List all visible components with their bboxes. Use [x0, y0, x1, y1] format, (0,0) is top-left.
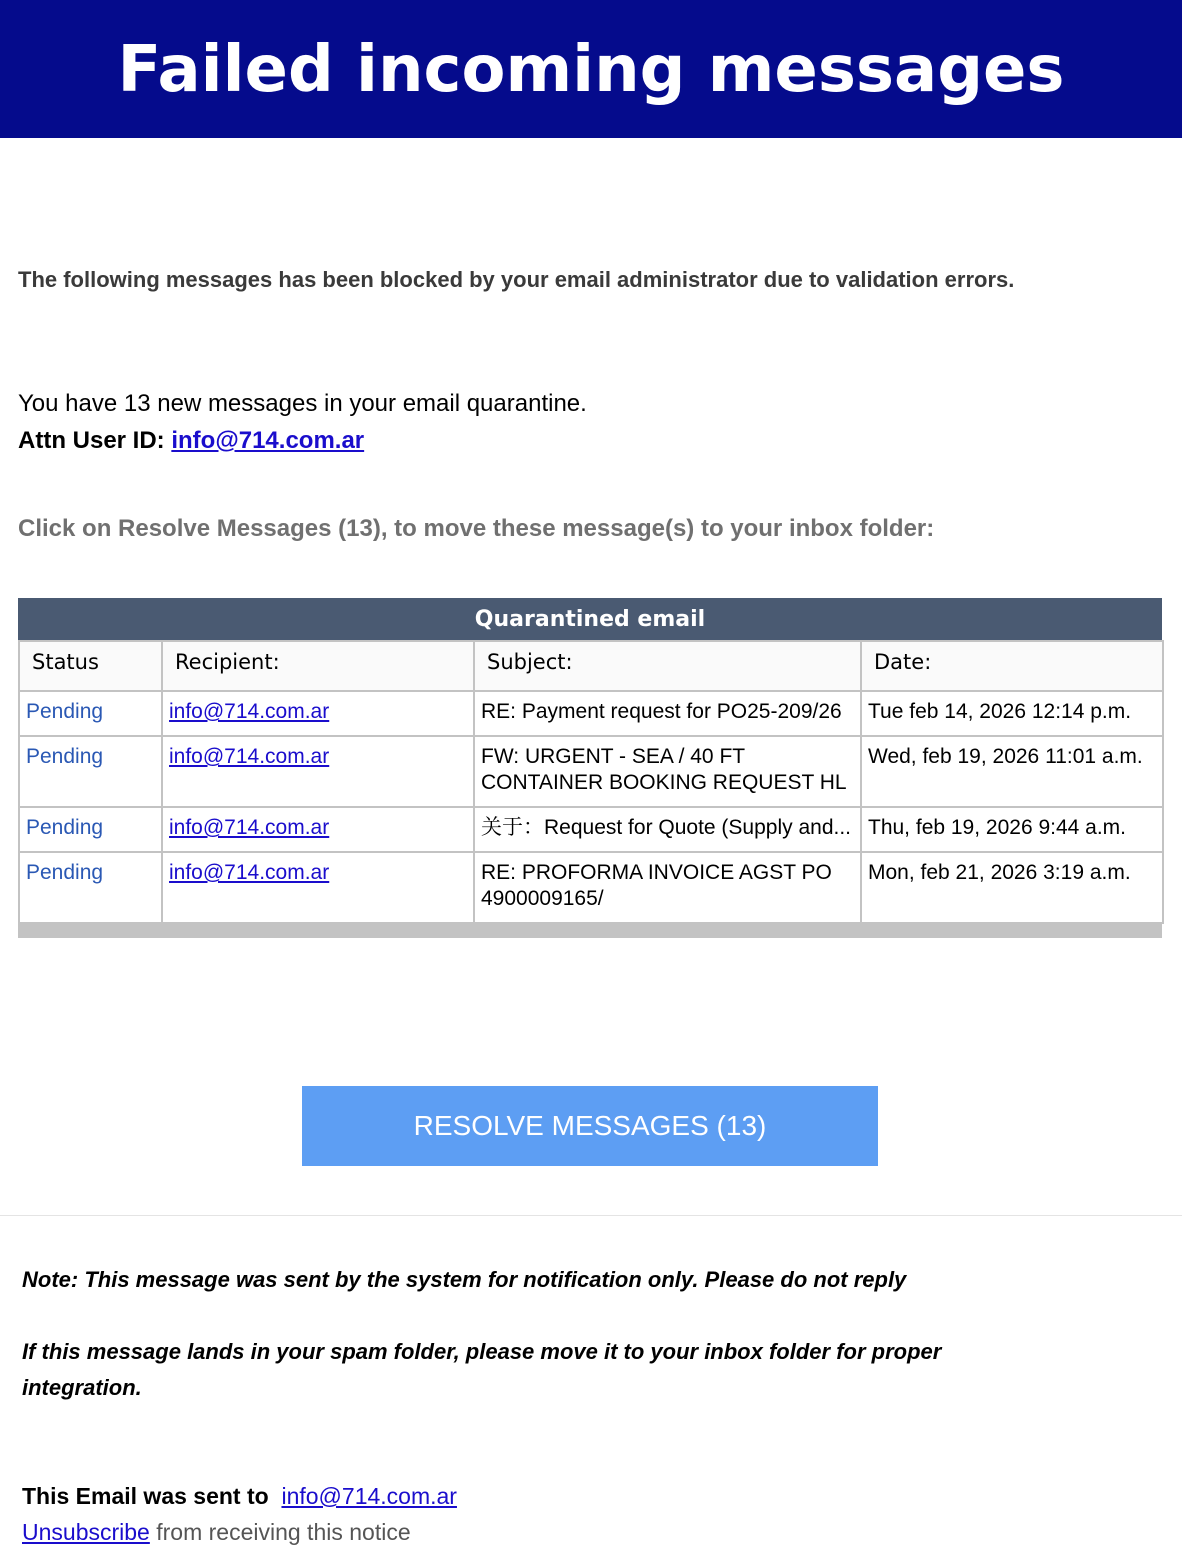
email-header	[0, 0, 1182, 138]
sent-to-line	[22, 1478, 457, 1514]
quarantine-count-text: You have 13 new messages in your email quarantine.	[18, 390, 587, 417]
table-header-row	[19, 641, 1163, 691]
table-row	[19, 807, 1163, 852]
page-title: Failed incoming messages	[117, 33, 1065, 107]
recipient-link[interactable]: info@714.com.ar	[169, 861, 330, 884]
row-recipient	[162, 691, 474, 736]
table-title: Quarantined email	[18, 598, 1162, 640]
table-row	[19, 852, 1163, 923]
sent-to-label: This Email was sent to	[22, 1483, 269, 1509]
recipient-link[interactable]: info@714.com.ar	[169, 700, 330, 723]
intro-text: The following messages has been blocked by your email administrator due to validation errors.	[18, 267, 1015, 292]
unsubscribe-link[interactable]: Unsubscribe	[22, 1519, 150, 1545]
row-date: Thu, feb 19, 2026 9:44 a.m.	[861, 807, 1163, 852]
row-status: Pending	[19, 807, 162, 852]
row-subject: RE: Payment request for PO25-209/26	[474, 691, 861, 736]
row-recipient	[162, 736, 474, 807]
attn-user-line	[18, 423, 364, 459]
column-header-status: Status	[19, 641, 162, 691]
row-status: Pending	[19, 852, 162, 923]
column-header-subject: Subject:	[474, 641, 861, 691]
row-subject: 关于：Request for Quote (Supply and...	[474, 807, 861, 852]
row-status: Pending	[19, 691, 162, 736]
row-subject: FW: URGENT - SEA / 40 FT CONTAINER BOOKING REQUEST HL	[474, 736, 861, 807]
row-status: Pending	[19, 736, 162, 807]
unsubscribe-line	[22, 1514, 411, 1550]
table-row	[19, 736, 1163, 807]
footer-note-spam: If this message lands in your spam folder, please move it to your inbox folder for proper integration.	[22, 1339, 942, 1400]
recipient-link[interactable]: info@714.com.ar	[169, 816, 330, 839]
footer-note-no-reply: Note: This message was sent by the system for notification only. Please do not reply	[22, 1267, 907, 1292]
attn-label: Attn User ID:	[18, 427, 165, 454]
table-row	[19, 691, 1163, 736]
instruction-text: Click on Resolve Messages (13), to move these message(s) to your inbox folder:	[18, 515, 935, 542]
recipient-link[interactable]: info@714.com.ar	[169, 745, 330, 768]
row-date: Mon, feb 21, 2026 3:19 a.m.	[861, 852, 1163, 923]
row-recipient	[162, 807, 474, 852]
sent-to-email-link[interactable]: info@714.com.ar	[281, 1483, 457, 1509]
quarantine-table	[18, 640, 1164, 924]
column-header-date: Date:	[861, 641, 1163, 691]
row-recipient	[162, 852, 474, 923]
quarantine-table-container	[18, 598, 1162, 938]
footer-divider	[0, 1215, 1182, 1216]
row-date: Wed, feb 19, 2026 11:01 a.m.	[861, 736, 1163, 807]
resolve-messages-button[interactable]: RESOLVE MESSAGES (13)	[302, 1086, 878, 1166]
row-date: Tue feb 14, 2026 12:14 p.m.	[861, 691, 1163, 736]
unsubscribe-suffix: from receiving this notice	[156, 1519, 411, 1545]
column-header-recipient: Recipient:	[162, 641, 474, 691]
row-subject: RE: PROFORMA INVOICE AGST PO 4900009165/	[474, 852, 861, 923]
user-email-link[interactable]: info@714.com.ar	[171, 427, 365, 454]
